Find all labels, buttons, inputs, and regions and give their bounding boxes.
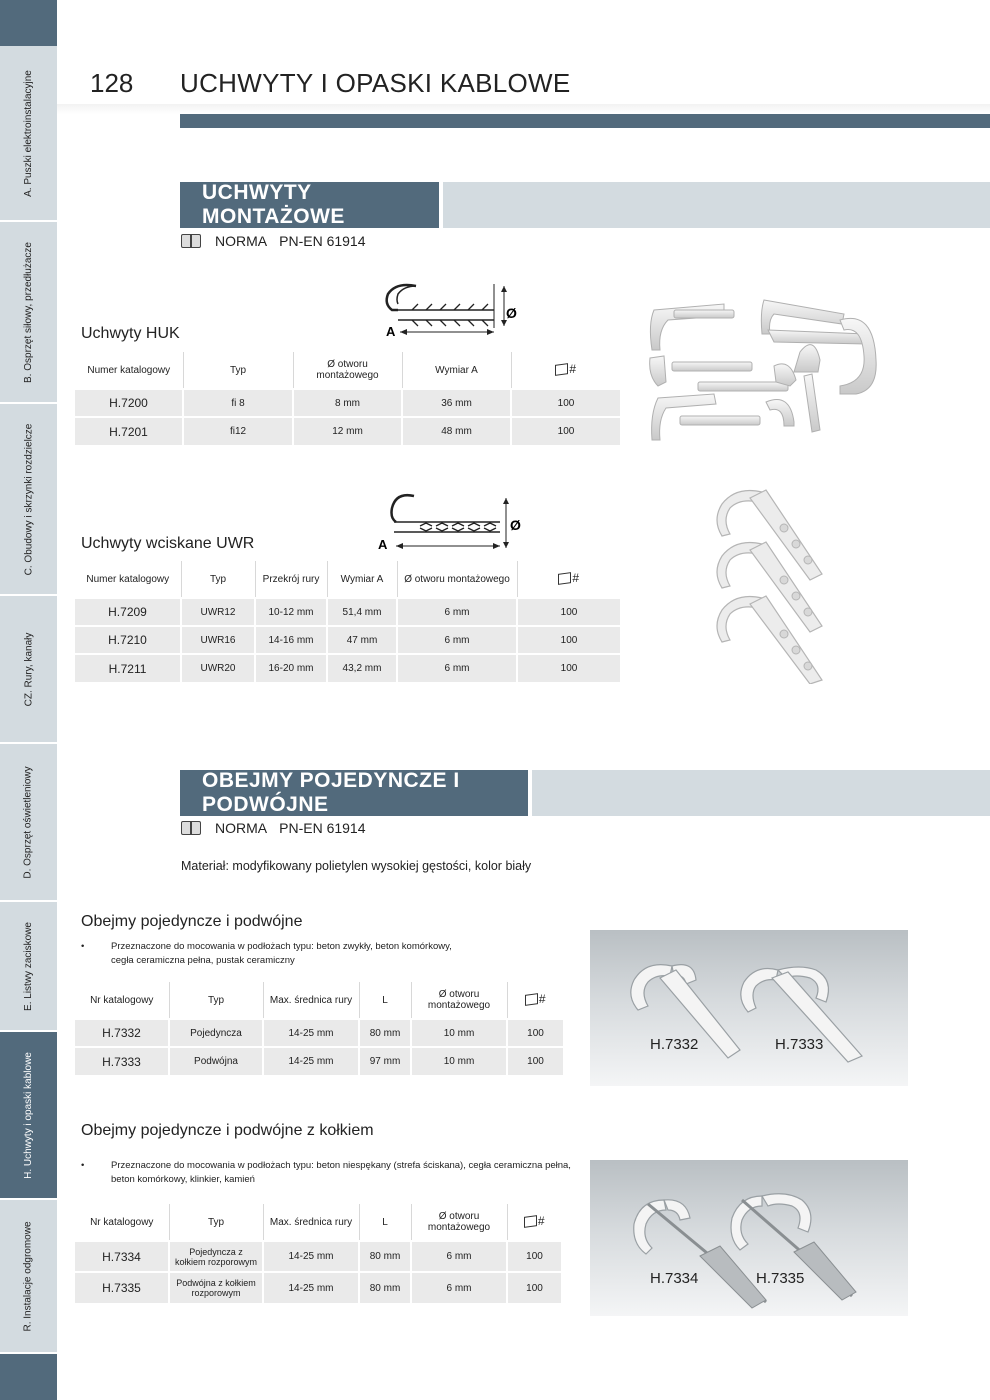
bullet-dot: • [81,1160,85,1171]
norma-label: NORMA [215,233,268,249]
dim-label-a: A [378,537,388,552]
package-icon [525,994,538,1007]
sidebar-item-label: B. Osprzęt siłowy, przedłużacze [23,241,35,383]
th-dim-a: Wymiar A [327,561,397,598]
norma-line [181,820,366,836]
th-diameter: Max. średnica rury [263,1204,359,1241]
dim-label-a: A [386,324,396,339]
sidebar-item-label: E. Listwy zaciskowe [23,921,35,1011]
uwr-title: Uchwyty wciskane UWR [81,535,255,552]
th-cross: Przekrój rury [255,561,327,598]
th-catalog: Nr katalogowy [90,994,154,1006]
sidebar-item-label: H. Uchwyty i opaski kablowe [23,1051,34,1179]
table-row: H.7211 UWR20 16-20 mm 43,2 mm 6 mm 100 [75,654,620,682]
th-type: Typ [183,352,293,389]
table-row: H.7200 fi 8 8 mm 36 mm 100 [75,389,620,417]
sidebar-item-label: D. Osprzęt oświetleniowy [23,765,35,879]
th-package: # [507,982,563,1019]
uwr-dimension-drawing [374,490,534,552]
sidebar-item-label: A. Puszki elektroinstalacyjne [23,69,35,197]
th-type: Typ [169,982,263,1019]
huk-title: Uchwyty HUK [81,325,180,342]
norma-value: PN-EN 61914 [279,820,366,836]
photo-label: H.7335 [756,1270,805,1287]
th-catalog: Nr katalogowy [90,1216,154,1228]
sidebar-item-h[interactable] [0,1032,57,1200]
norma-value: PN-EN 61914 [279,233,366,249]
photo-label: H.7333 [775,1036,824,1053]
photo-label: H.7332 [650,1036,699,1053]
table-row: H.7209 UWR12 10-12 mm 51,4 mm 6 mm 100 [75,598,620,626]
section-title-bar [532,770,990,816]
obejmy-illustration [590,930,908,1086]
huk-table [75,352,620,445]
obejmy-table [75,982,563,1075]
obejmy-title: Obejmy pojedyncze i podwójne [81,913,303,930]
table-row: H.7210 UWR16 14-16 mm 47 mm 6 mm 100 [75,626,620,654]
th-type: Typ [169,1204,263,1241]
obejmy-product-photo [590,930,908,1086]
th-diameter: Max. średnica rury [263,982,359,1019]
sidebar-item-e[interactable] [0,902,57,1032]
package-icon [555,364,568,377]
sidebar-item-d[interactable] [0,744,57,902]
package-icon [524,1216,537,1229]
sidebar-item-b[interactable] [0,222,57,404]
header-shade [57,104,990,114]
material-note: Materiał: modyfikowany polietylen wysokiej gęstości, kolor biały [181,859,532,873]
sidebar-item-a[interactable] [0,46,57,222]
obejmy-kolek-table [75,1204,561,1303]
obejmy-kolek-bullet: • Przeznaczone do mocowania w podłożach typu: beton niespękany (strefa ściskana), cegła ceramiczna pełna, beton komórkowy, klinkier, kamień [81,1160,571,1185]
huk-product-photo [644,290,890,450]
th-catalog: Numer katalogowy [87,364,171,376]
bullet-dot: • [81,941,85,952]
uwr-table [75,561,620,682]
uwr-product-photo [706,484,836,684]
sidebar-item-r[interactable] [0,1200,57,1354]
sidebar-item-label: R. Instalacje odgromowe [23,1220,34,1332]
sidebar-item-c[interactable] [0,404,57,596]
th-package: # [511,352,620,389]
sidebar-item-label: CZ. Rury, kanały [23,632,35,706]
page-title: UCHWYTY I OPASKI KABLOWE [180,68,571,98]
dim-label-d: Ø [510,517,521,533]
table-row: H.7332 Pojedyncza 14-25 mm 80 mm 10 mm 100 [75,1019,563,1047]
package-icon [558,573,571,586]
obejmy-bullet: • Przeznaczone do mocowania w podłożach typu: beton zwykły, beton komórkowy, cegła ceramiczna pełna, pustak ceramiczny [81,941,452,966]
th-package: # [517,561,620,598]
section-title-bar [443,182,990,228]
sidebar-top-block [0,0,57,46]
table-row: H.7335 Podwójna z kołkiem rozporowym 14-25 mm 80 mm 6 mm 100 [75,1272,561,1303]
obejmy-kolek-product-photo [590,1160,908,1316]
section-title-uchwyty: UCHWYTY MONTAŻOWE [180,182,439,228]
th-hole: Ø otworu montażowego [397,561,517,598]
sidebar-item-cz[interactable] [0,596,57,744]
th-type: Typ [181,561,255,598]
page-number: 128 [90,68,134,98]
th-dim-a: Wymiar A [402,352,511,389]
obejmy-kolek-illustration [590,1160,908,1316]
th-catalog: Numer katalogowy [86,573,170,585]
photo-label: H.7334 [650,1270,699,1287]
book-icon [181,821,201,835]
header-bar [180,114,990,128]
sidebar-item-label: C. Obudowy i skrzynki rozdzielcze [23,423,34,575]
sidebar-bottom-block [0,1354,57,1400]
dim-label-d: Ø [506,305,517,321]
th-hole: Ø otworu montażowego [411,982,507,1019]
norma-line [181,233,366,249]
table-row: H.7334 Pojedyncza z kołkiem rozporowym 14-25 mm 80 mm 6 mm 100 [75,1241,561,1272]
section-title-obejmy: OBEJMY POJEDYNCZE I PODWÓJNE [180,770,528,816]
huk-dimension-drawing [376,280,526,342]
th-hole: Ø otworu montażowego [411,1204,507,1241]
table-row: H.7333 Podwójna 14-25 mm 97 mm 10 mm 100 [75,1047,563,1075]
th-l: L [359,1204,411,1241]
th-hole: Ø otworu montażowego [293,352,402,389]
norma-label: NORMA [215,820,268,836]
table-row: H.7201 fi12 12 mm 48 mm 100 [75,417,620,445]
obejmy-kolek-title: Obejmy pojedyncze i podwójne z kołkiem [81,1122,374,1139]
th-l: L [359,982,411,1019]
sidebar [0,0,57,1400]
th-package: # [507,1204,561,1241]
book-icon [181,234,201,248]
